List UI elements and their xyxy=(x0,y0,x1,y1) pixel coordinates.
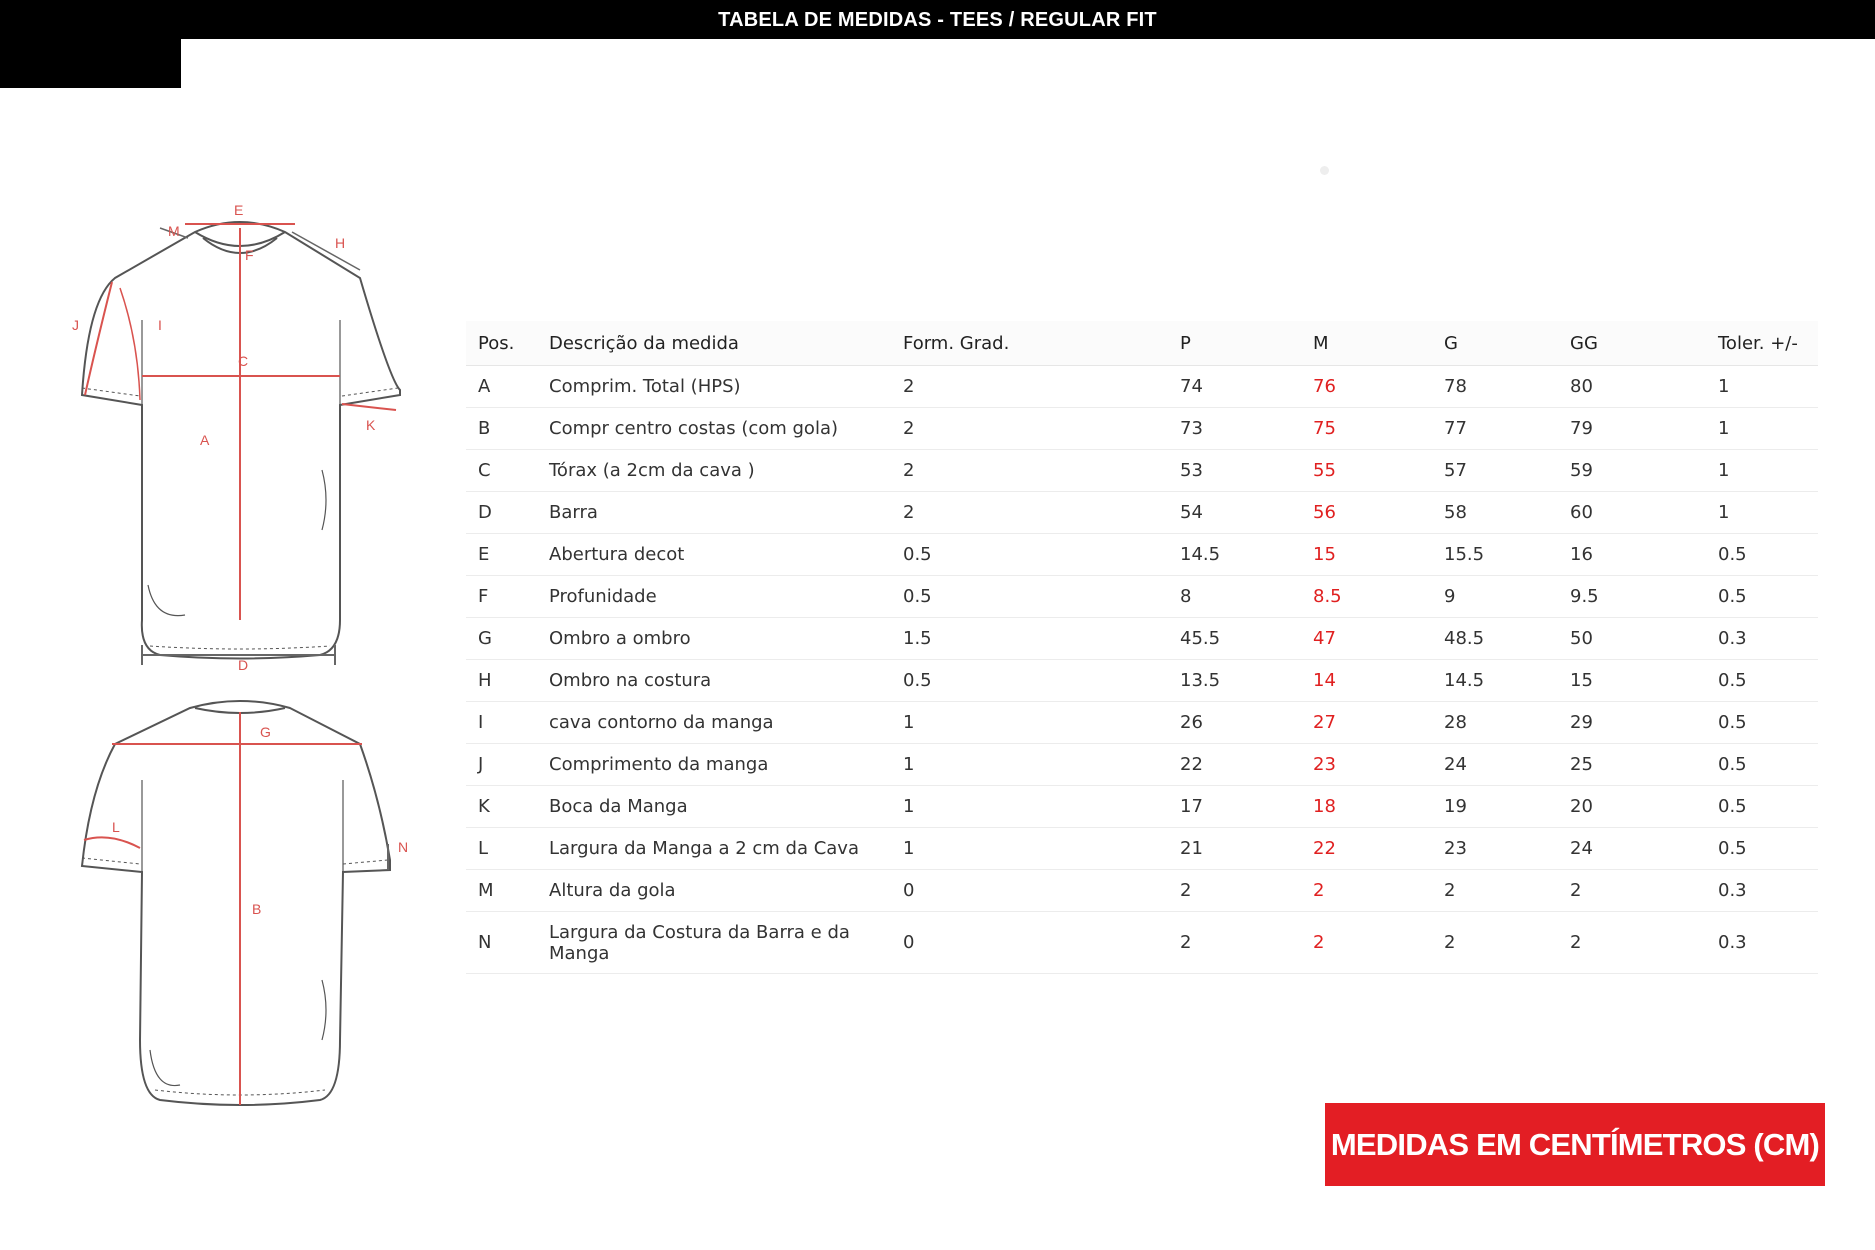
svg-text:D: D xyxy=(238,657,249,673)
cell-description: Ombro a ombro xyxy=(537,618,891,660)
col-header-size-p: P xyxy=(1168,321,1301,366)
tshirt-measurement-diagram xyxy=(60,200,430,1160)
cell-description: Comprim. Total (HPS) xyxy=(537,366,891,408)
table-header-row xyxy=(466,321,1818,366)
col-header-description: Descrição da medida xyxy=(537,321,891,366)
cell-size-g: 77 xyxy=(1432,408,1558,450)
cell-pos: G xyxy=(466,618,537,660)
cell-description: Largura da Manga a 2 cm da Cava xyxy=(537,828,891,870)
cell-size-p: 8 xyxy=(1168,576,1301,618)
cell-grading: 0.5 xyxy=(891,576,1168,618)
cell-tolerance: 0.5 xyxy=(1706,786,1818,828)
cell-grading: 2 xyxy=(891,450,1168,492)
table-row xyxy=(466,870,1818,912)
table-row xyxy=(466,912,1818,974)
cell-size-p: 2 xyxy=(1168,912,1301,974)
cell-tolerance: 0.5 xyxy=(1706,534,1818,576)
cell-grading: 1 xyxy=(891,744,1168,786)
cell-pos: H xyxy=(466,660,537,702)
cell-pos: A xyxy=(466,366,537,408)
cell-size-m: 56 xyxy=(1301,492,1432,534)
cell-grading: 0 xyxy=(891,912,1168,974)
cell-size-p: 22 xyxy=(1168,744,1301,786)
cell-size-p: 54 xyxy=(1168,492,1301,534)
cell-tolerance: 1 xyxy=(1706,492,1818,534)
table-row xyxy=(466,366,1818,408)
cell-grading: 1.5 xyxy=(891,618,1168,660)
svg-text:K: K xyxy=(366,417,376,433)
cell-pos: L xyxy=(466,828,537,870)
cell-size-p: 74 xyxy=(1168,366,1301,408)
cell-tolerance: 0.3 xyxy=(1706,912,1818,974)
cell-size-gg: 29 xyxy=(1558,702,1706,744)
col-header-size-g: G xyxy=(1432,321,1558,366)
cell-tolerance: 0.3 xyxy=(1706,618,1818,660)
cell-size-m: 22 xyxy=(1301,828,1432,870)
cell-size-g: 58 xyxy=(1432,492,1558,534)
cell-size-gg: 16 xyxy=(1558,534,1706,576)
table-row xyxy=(466,744,1818,786)
cell-size-gg: 15 xyxy=(1558,660,1706,702)
header-corner-block xyxy=(0,39,181,88)
cell-size-g: 48.5 xyxy=(1432,618,1558,660)
cell-grading: 1 xyxy=(891,786,1168,828)
table-row xyxy=(466,660,1818,702)
cell-pos: D xyxy=(466,492,537,534)
cell-pos: C xyxy=(466,450,537,492)
col-header-size-m: M xyxy=(1301,321,1432,366)
table-row xyxy=(466,534,1818,576)
cell-grading: 0 xyxy=(891,870,1168,912)
cell-size-gg: 25 xyxy=(1558,744,1706,786)
cell-description: Tórax (a 2cm da cava ) xyxy=(537,450,891,492)
cell-size-gg: 24 xyxy=(1558,828,1706,870)
table-row xyxy=(466,450,1818,492)
cell-pos: E xyxy=(466,534,537,576)
col-header-size-gg: GG xyxy=(1558,321,1706,366)
svg-text:I: I xyxy=(158,317,162,333)
cell-size-g: 19 xyxy=(1432,786,1558,828)
svg-text:A: A xyxy=(200,432,210,448)
cell-size-gg: 80 xyxy=(1558,366,1706,408)
col-header-pos: Pos. xyxy=(466,321,537,366)
cell-description: Altura da gola xyxy=(537,870,891,912)
front-measure-labels xyxy=(72,202,376,673)
cell-size-m: 23 xyxy=(1301,744,1432,786)
svg-text:J: J xyxy=(72,317,79,333)
cell-tolerance: 0.3 xyxy=(1706,870,1818,912)
cell-pos: I xyxy=(466,702,537,744)
cell-size-m: 2 xyxy=(1301,912,1432,974)
cell-size-gg: 60 xyxy=(1558,492,1706,534)
cell-grading: 2 xyxy=(891,366,1168,408)
cell-description: Abertura decot xyxy=(537,534,891,576)
cell-pos: J xyxy=(466,744,537,786)
cell-size-g: 14.5 xyxy=(1432,660,1558,702)
cell-size-gg: 2 xyxy=(1558,870,1706,912)
table-row xyxy=(466,786,1818,828)
cell-grading: 2 xyxy=(891,408,1168,450)
cell-description: Profunidade xyxy=(537,576,891,618)
cell-grading: 0.5 xyxy=(891,660,1168,702)
cell-size-m: 18 xyxy=(1301,786,1432,828)
cell-grading: 0.5 xyxy=(891,534,1168,576)
cell-size-p: 73 xyxy=(1168,408,1301,450)
cell-size-p: 21 xyxy=(1168,828,1301,870)
cell-tolerance: 0.5 xyxy=(1706,576,1818,618)
cell-description: Ombro na costura xyxy=(537,660,891,702)
cell-tolerance: 0.5 xyxy=(1706,744,1818,786)
svg-text:M: M xyxy=(168,223,180,239)
cell-size-m: 27 xyxy=(1301,702,1432,744)
cell-size-m: 15 xyxy=(1301,534,1432,576)
cell-description: cava contorno da manga xyxy=(537,702,891,744)
cell-grading: 1 xyxy=(891,702,1168,744)
cell-size-gg: 20 xyxy=(1558,786,1706,828)
cell-tolerance: 1 xyxy=(1706,366,1818,408)
cell-size-g: 2 xyxy=(1432,912,1558,974)
svg-text:L: L xyxy=(112,819,120,835)
table-row xyxy=(466,828,1818,870)
table-row xyxy=(466,408,1818,450)
cell-size-g: 78 xyxy=(1432,366,1558,408)
table-row xyxy=(466,492,1818,534)
cell-tolerance: 0.5 xyxy=(1706,660,1818,702)
cell-size-p: 14.5 xyxy=(1168,534,1301,576)
front-measure-lines xyxy=(85,224,396,665)
cell-pos: F xyxy=(466,576,537,618)
svg-text:F: F xyxy=(245,247,254,263)
svg-text:C: C xyxy=(238,353,249,369)
cell-size-m: 76 xyxy=(1301,366,1432,408)
cell-size-p: 17 xyxy=(1168,786,1301,828)
decorative-dot xyxy=(1320,166,1329,175)
cell-description: Comprimento da manga xyxy=(537,744,891,786)
cell-size-m: 55 xyxy=(1301,450,1432,492)
cell-pos: B xyxy=(466,408,537,450)
cell-grading: 1 xyxy=(891,828,1168,870)
cell-size-m: 2 xyxy=(1301,870,1432,912)
cell-size-gg: 2 xyxy=(1558,912,1706,974)
units-badge: MEDIDAS EM CENTÍMETROS (CM) xyxy=(1325,1103,1825,1186)
cell-size-m: 8.5 xyxy=(1301,576,1432,618)
cell-size-p: 13.5 xyxy=(1168,660,1301,702)
table-row xyxy=(466,618,1818,660)
cell-pos: N xyxy=(466,912,537,974)
cell-size-gg: 59 xyxy=(1558,450,1706,492)
cell-pos: M xyxy=(466,870,537,912)
measurements-table xyxy=(466,321,1818,974)
cell-size-g: 23 xyxy=(1432,828,1558,870)
cell-size-g: 28 xyxy=(1432,702,1558,744)
cell-tolerance: 1 xyxy=(1706,450,1818,492)
cell-pos: K xyxy=(466,786,537,828)
cell-size-g: 24 xyxy=(1432,744,1558,786)
cell-size-p: 53 xyxy=(1168,450,1301,492)
cell-description: Largura da Costura da Barra e da Manga xyxy=(537,912,891,974)
cell-description: Barra xyxy=(537,492,891,534)
cell-size-g: 57 xyxy=(1432,450,1558,492)
svg-text:E: E xyxy=(234,202,244,218)
cell-tolerance: 0.5 xyxy=(1706,828,1818,870)
svg-text:G: G xyxy=(260,724,271,740)
cell-size-p: 2 xyxy=(1168,870,1301,912)
cell-size-g: 9 xyxy=(1432,576,1558,618)
cell-size-m: 14 xyxy=(1301,660,1432,702)
page-title: TABELA DE MEDIDAS - TEES / REGULAR FIT xyxy=(0,0,1875,39)
cell-size-gg: 50 xyxy=(1558,618,1706,660)
cell-description: Compr centro costas (com gola) xyxy=(537,408,891,450)
cell-size-p: 26 xyxy=(1168,702,1301,744)
cell-size-gg: 79 xyxy=(1558,408,1706,450)
cell-size-p: 45.5 xyxy=(1168,618,1301,660)
svg-text:H: H xyxy=(335,235,346,251)
svg-text:B: B xyxy=(252,901,262,917)
cell-description: Boca da Manga xyxy=(537,786,891,828)
cell-size-g: 15.5 xyxy=(1432,534,1558,576)
col-header-grading: Form. Grad. xyxy=(891,321,1168,366)
svg-text:N: N xyxy=(398,839,409,855)
table-row xyxy=(466,702,1818,744)
col-header-tolerance: Toler. +/- xyxy=(1706,321,1818,366)
cell-size-m: 47 xyxy=(1301,618,1432,660)
cell-tolerance: 1 xyxy=(1706,408,1818,450)
tshirt-back-illustration xyxy=(82,701,390,1105)
cell-grading: 2 xyxy=(891,492,1168,534)
cell-tolerance: 0.5 xyxy=(1706,702,1818,744)
table-row xyxy=(466,576,1818,618)
cell-size-g: 2 xyxy=(1432,870,1558,912)
cell-size-m: 75 xyxy=(1301,408,1432,450)
cell-size-gg: 9.5 xyxy=(1558,576,1706,618)
